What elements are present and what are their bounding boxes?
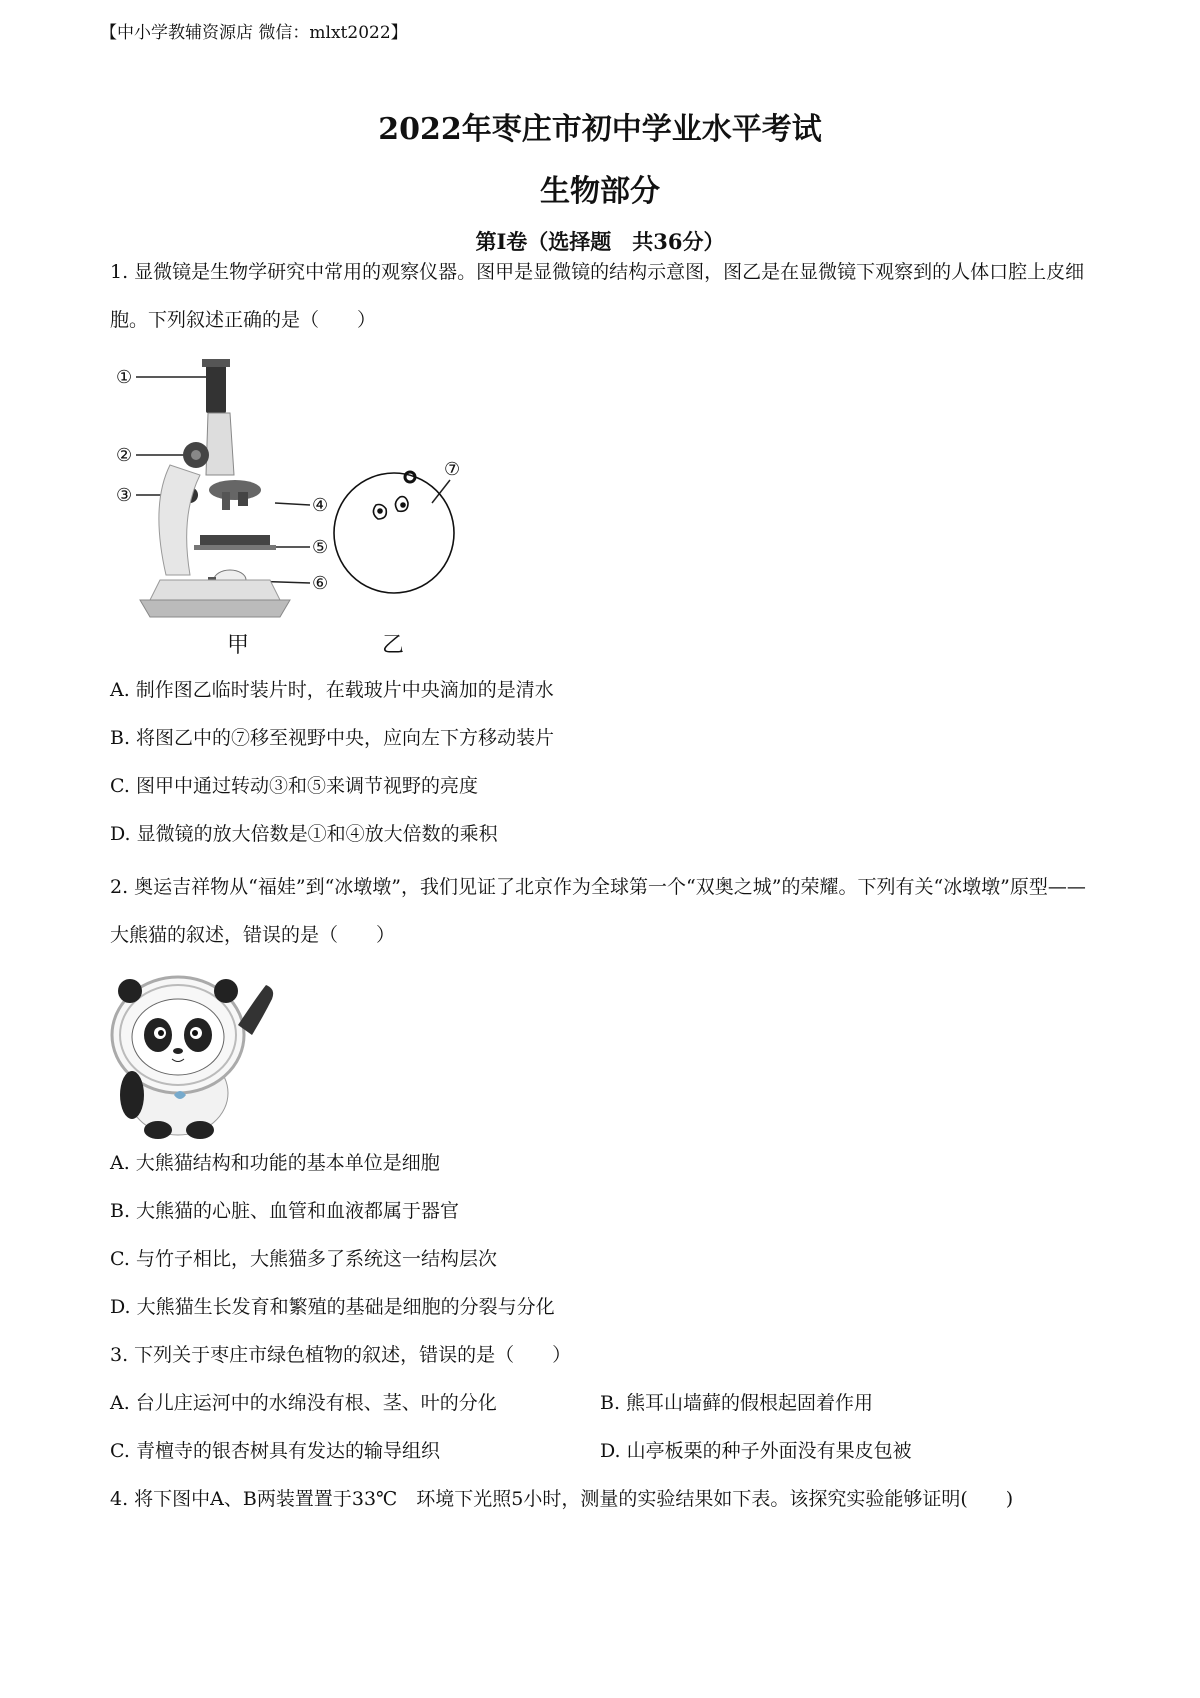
- label-5: ⑤: [312, 537, 329, 558]
- field-of-view: [334, 472, 454, 593]
- q1-option-d: D. 显微镜的放大倍数是①和④放大倍数的乘积: [110, 823, 498, 845]
- label-7: ⑦: [444, 459, 461, 480]
- microscope-drawing: [140, 359, 290, 617]
- q2-option-b: B. 大熊猫的心脏、血管和血液都属于器官: [110, 1200, 460, 1222]
- label-6: ⑥: [312, 573, 329, 594]
- q3-option-b: B. 熊耳山墙藓的假根起固着作用: [600, 1392, 874, 1414]
- q1-option-a: A. 制作图乙临时装片时，在载玻片中央滴加的是清水: [110, 679, 554, 701]
- mascot-image: [108, 965, 288, 1140]
- q1-option-c: C. 图甲中通过转动③和⑤来调节视野的亮度: [110, 775, 478, 797]
- label-3: ③: [116, 485, 133, 506]
- q2-option-d: D. 大熊猫生长发育和繁殖的基础是细胞的分裂与分化: [110, 1296, 555, 1318]
- exam-title: 2022年枣庄市初中学业水平考试: [378, 112, 822, 147]
- caption-jia: 甲: [227, 633, 250, 658]
- q3-option-c: C. 青檀寺的银杏树具有发达的输导组织: [110, 1440, 440, 1462]
- q2-option-c: C. 与竹子相比，大熊猫多了系统这一结构层次: [110, 1248, 497, 1270]
- question-2-stem: 2. 奥运吉祥物从“福娃”到“冰墩墩”，我们见证了北京作为全球第一个“双奥之城”的荣耀。下列有关“冰墩墩”原型——大熊猫的叙述，错误的是（ ）: [110, 876, 1086, 946]
- source-tag: 【中小学教辅资源店 微信：mlxt2022】: [100, 23, 408, 43]
- q3-option-d: D. 山亭板栗的种子外面没有果皮包被: [600, 1440, 912, 1462]
- label-1: ①: [116, 367, 133, 388]
- question-4-stem: 4. 将下图中A、B两装置置于33℃ 环境下光照5小时，测量的实验结果如下表。该探究实验能够证明( ): [110, 1488, 1014, 1510]
- label-4: ④: [312, 495, 329, 516]
- question-3-stem: 3. 下列关于枣庄市绿色植物的叙述，错误的是（ ）: [110, 1344, 572, 1366]
- question-1-stem: 1. 显微镜是生物学研究中常用的观察仪器。图甲是显微镜的结构示意图，图乙是在显微镜下观察到的人体口腔上皮细胞。下列叙述正确的是（ ）: [110, 261, 1085, 331]
- label-2: ②: [116, 445, 133, 466]
- exam-subtitle: 生物部分: [540, 174, 660, 209]
- q2-option-a: A. 大熊猫结构和功能的基本单位是细胞: [110, 1152, 440, 1174]
- q1-option-b: B. 将图乙中的⑦移至视野中央，应向左下方移动装片: [110, 727, 555, 749]
- microscope-figure: [110, 355, 530, 665]
- caption-yi: 乙: [382, 633, 405, 658]
- q3-option-a: A. 台儿庄运河中的水绵没有根、茎、叶的分化: [110, 1392, 497, 1414]
- section-heading: 第Ⅰ卷（选择题 共36分）: [475, 229, 725, 254]
